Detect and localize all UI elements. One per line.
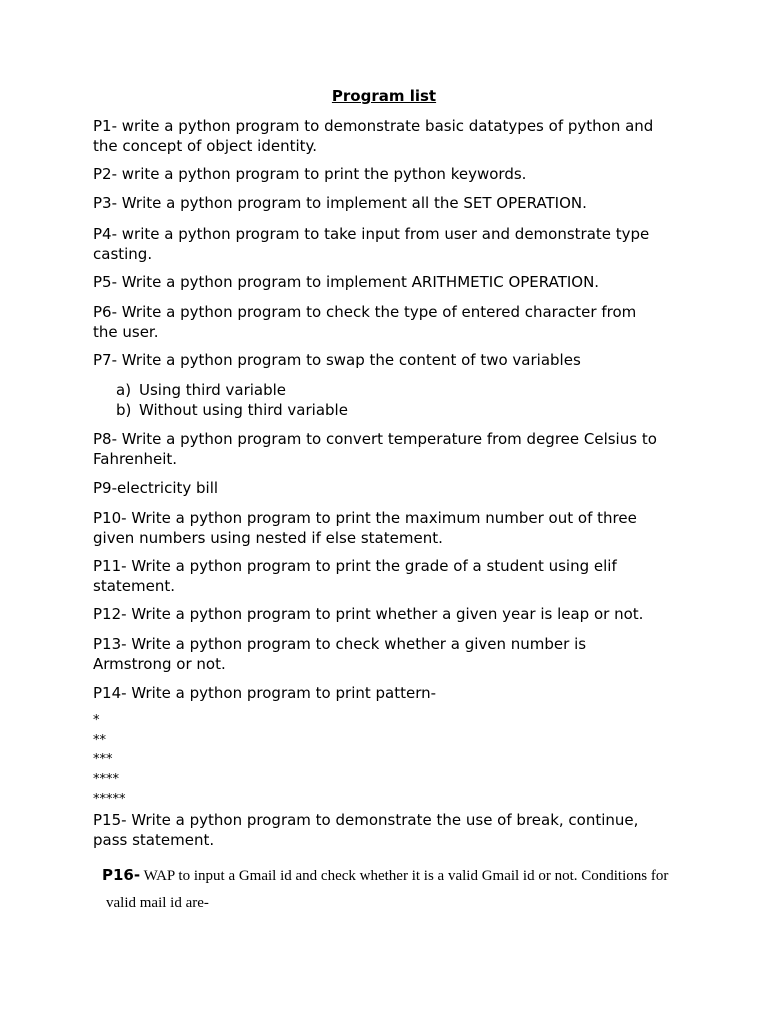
subitem-text: Without using third variable <box>139 401 348 419</box>
program-p5: P5- Write a python program to implement ARITHMETIC OPERATION. <box>93 273 600 291</box>
program-p2: P2- write a python program to print the python keywords. <box>93 165 527 183</box>
subitem-marker: b) <box>116 401 132 419</box>
p7-subitem-b <box>116 400 348 420</box>
p16-line1: WAP to input a Gmail id and check whether it is a valid Gmail id or not. Conditions for <box>140 868 669 884</box>
program-p9: P9-electricity bill <box>93 479 219 497</box>
program-p13: P13- Write a python program to check whether a given number is Armstrong or not. <box>93 635 587 673</box>
program-p8: P8- Write a python program to convert temperature from degree Celsius to Fahrenheit. <box>93 430 657 468</box>
pattern-row-2: ** <box>93 733 106 748</box>
program-p3: P3- Write a python program to implement all the SET OPERATION. <box>93 194 587 212</box>
p16-line2: valid mail id are- <box>106 895 209 911</box>
page-title: Program list <box>331 87 437 105</box>
p7-subitem-a <box>116 380 286 400</box>
pattern-row-3: *** <box>93 752 113 767</box>
program-p12: P12- Write a python program to print whether a given year is leap or not. <box>93 605 644 623</box>
p16-label: P16- <box>102 866 141 884</box>
subitem-text: Using third variable <box>139 381 287 399</box>
pattern-row-4: **** <box>93 772 119 787</box>
program-p15: P15- Write a python program to demonstrate the use of break, continue, pass statement. <box>93 811 639 849</box>
pattern-row-5: ***** <box>93 792 126 807</box>
program-p1: P1- write a python program to demonstrate basic datatypes of python and the concept of object identity. <box>93 117 654 155</box>
pattern-row-1: * <box>93 713 100 728</box>
program-p16 <box>102 862 702 917</box>
program-p11: P11- Write a python program to print the grade of a student using elif statement. <box>93 557 617 595</box>
program-p14: P14- Write a python program to print pattern- <box>93 684 437 702</box>
program-p4: P4- write a python program to take input from user and demonstrate type casting. <box>93 225 650 263</box>
subitem-marker: a) <box>116 381 132 399</box>
program-p6: P6- Write a python program to check the type of entered character from the user. <box>93 303 637 341</box>
program-p10: P10- Write a python program to print the maximum number out of three given numbers using nested if else statement. <box>93 509 637 547</box>
program-p7: P7- Write a python program to swap the content of two variables <box>93 351 581 369</box>
